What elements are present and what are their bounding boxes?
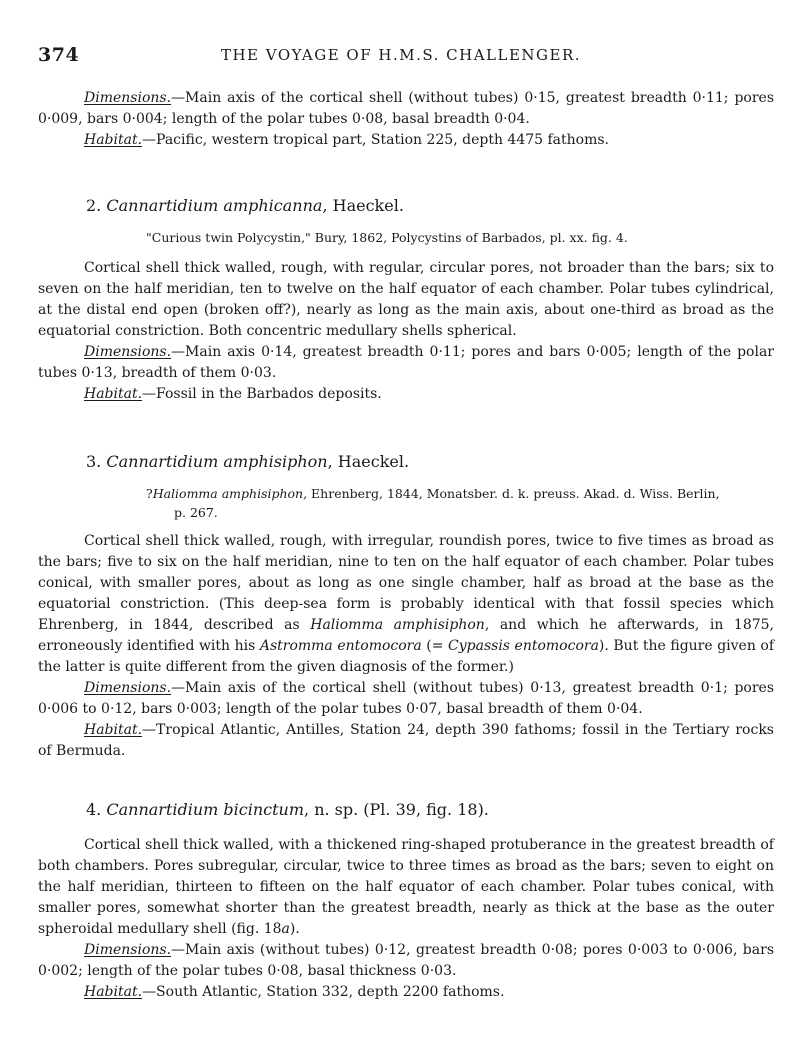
dimensions-label: Dimensions.	[84, 680, 172, 696]
habitat-text: —South Atlantic, Station 332, depth 2200 fathoms.	[142, 984, 505, 1000]
intro-habitat	[38, 130, 774, 151]
species-dimensions	[38, 342, 774, 384]
species-description	[38, 531, 774, 678]
description-italic: Haliomma amphisiphon	[310, 617, 485, 633]
species-dimensions	[38, 678, 774, 720]
habitat-label: Habitat.	[84, 984, 143, 1000]
description-text: Cortical shell thick walled, with a thickened ring-shaped protuberance in the greatest breadth of both chambers. Pores subregular, circular, twice to three times as broad as the bars; seven to eight on the half meridian, thirteen to fifteen on the half equator of each chamber. Polar tubes conical, with smaller pores, somewhat shorter than the greatest breadth, nearly as thick at the base as the outer spheroidal medullary shell (fig. 18	[38, 837, 774, 937]
description-italic: a	[281, 921, 290, 937]
species-name: Cannartidium bicinctum	[106, 800, 305, 819]
species-author: , Haeckel.	[327, 452, 410, 471]
species-description: Cortical shell thick walled, rough, with regular, circular pores, not broader than the bars; six to seven on the half meridian, ten to twelve on the half equator of each chamber. Polar tubes cylindrical, at the distal end open (broken off?), nearly as long as the main axis, about one-third as broad as the equatorial constriction. Both concentric medullary shells spherical.	[38, 260, 774, 339]
dimensions-text: —Main axis (without tubes) 0·12, greatest breadth 0·08; pores 0·003 to 0·006, bars 0·002; length of the polar tubes 0·08, basal thickness 0·03.	[38, 942, 774, 979]
dimensions-label: Dimensions.	[84, 90, 172, 106]
habitat-text: —Tropical Atlantic, Antilles, Station 24, depth 390 fathoms; fossil in the Tertiary rocks of Bermuda.	[38, 722, 774, 759]
page-number: 374	[38, 44, 80, 66]
species-body	[38, 835, 774, 1003]
species-author: , Haeckel.	[322, 196, 404, 215]
dimensions-label: Dimensions.	[84, 344, 172, 360]
dimensions-text: —Main axis of the cortical shell (without tubes) 0·13, greatest breadth 0·1; pores 0·006 to 0·12, bars 0·003; length of the polar tubes 0·07, basal breadth of them 0·04.	[38, 680, 774, 717]
species-number: 4.	[86, 800, 102, 819]
species-habitat	[38, 720, 774, 762]
species-body	[38, 531, 774, 762]
description-italic: Astromma entomocora	[259, 638, 422, 654]
species-description	[38, 835, 774, 940]
synonymy-mark: ?	[146, 486, 153, 501]
species-habitat	[38, 384, 774, 405]
intro-section	[38, 88, 774, 151]
dimensions-label: Dimensions.	[84, 942, 172, 958]
synonymy-page: p. 267.	[174, 505, 218, 520]
synonymy	[146, 228, 776, 247]
habitat-label: Habitat.	[84, 722, 143, 738]
description-text: (=	[421, 638, 449, 654]
species-number: 3.	[86, 452, 102, 471]
page-header	[38, 44, 764, 70]
species-habitat	[38, 982, 774, 1003]
species-heading	[86, 195, 786, 217]
running-title: THE VOYAGE OF H.M.S. CHALLENGER.	[220, 46, 582, 64]
synonymy-name: Haliomma amphisiphon	[152, 486, 304, 501]
synonymy-text: "Curious twin Polycystin," Bury, 1862, Polycystins of Barbados, pl. xx. fig. 4.	[146, 230, 628, 245]
dimensions-text: —Main axis of the cortical shell (without tubes) 0·15, greatest breadth 0·11; pores 0·009, bars 0·004; length of the polar tubes 0·08, basal breadth 0·04.	[38, 90, 774, 127]
description-text: Cortical shell thick walled, rough, with irregular, roundish pores, twice to five times as broad as the bars; five to six on the half meridian, nine to ten on the half equator of each chamber. Polar tubes conical, with smaller pores, about as long as one single chamber, half as broad at the base as the equatorial constriction. (This deep-sea form is probably identical with that fossil species which Ehrenberg, in 1844, described as	[38, 533, 774, 633]
species-body	[38, 258, 774, 405]
description-italic: Cypassis entomocora	[448, 638, 599, 654]
description-text: , and which he afterwards, in 1875, erroneously identified with his	[38, 617, 775, 654]
species-name: Cannartidium amphicanna	[106, 196, 323, 215]
species-number: 2.	[86, 196, 102, 215]
species-name: Cannartidium amphisiphon	[106, 452, 328, 471]
description-text: ). But the figure given of the latter is quite different from the given diagnosis of the former.)	[38, 638, 775, 675]
species-heading	[86, 451, 786, 473]
species-heading	[86, 799, 786, 821]
species-author: , n. sp. (Pl. 39, fig. 18).	[304, 800, 489, 819]
dimensions-text: —Main axis 0·14, greatest breadth 0·11; pores and bars 0·005; length of the polar tubes 0·13, breadth of them 0·03.	[38, 344, 774, 381]
synonymy-text: , Ehrenberg, 1844, Monatsber. d. k. preuss. Akad. d. Wiss. Berlin,	[303, 486, 720, 501]
synonymy	[146, 484, 776, 522]
habitat-text: —Pacific, western tropical part, Station 225, depth 4475 fathoms.	[142, 132, 610, 148]
species-dimensions	[38, 940, 774, 982]
habitat-label: Habitat.	[84, 386, 143, 402]
description-text: ).	[289, 921, 300, 937]
habitat-label: Habitat.	[84, 132, 143, 148]
habitat-text: —Fossil in the Barbados deposits.	[142, 386, 382, 402]
intro-dimensions	[38, 88, 774, 130]
